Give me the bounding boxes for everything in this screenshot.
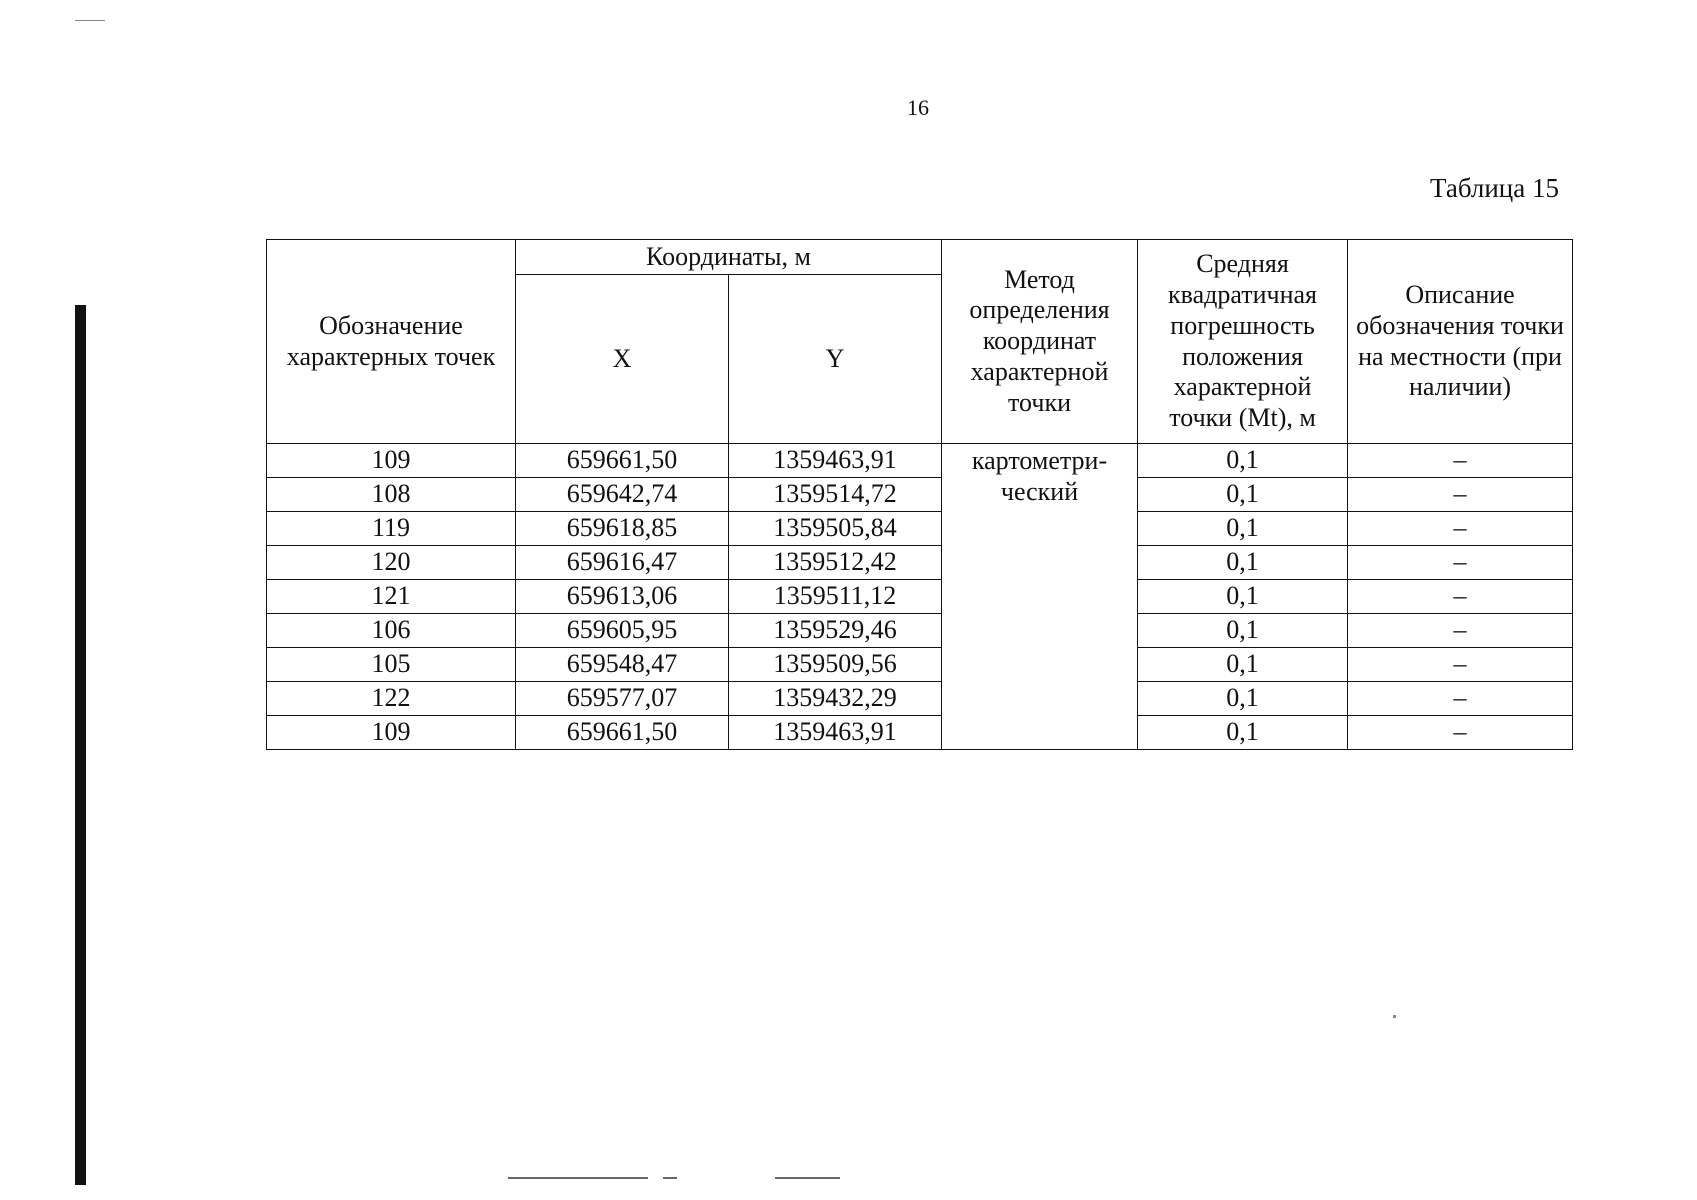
table-row: [267, 546, 1573, 580]
cell-point: 108: [267, 478, 516, 512]
scan-speck: [75, 20, 105, 21]
cell-error: 0,1: [1138, 512, 1348, 546]
cell-x: 659577,07: [516, 682, 729, 716]
cell-y: 1359511,12: [729, 580, 942, 614]
cell-y: 1359514,72: [729, 478, 942, 512]
cell-y: 1359529,46: [729, 614, 942, 648]
cell-description: –: [1348, 478, 1573, 512]
scan-artifact-line: [663, 1177, 677, 1179]
cell-x: 659548,47: [516, 648, 729, 682]
page-number: 16: [907, 95, 929, 120]
binding-edge-shadow: [75, 305, 86, 1185]
cell-point: 109: [267, 444, 516, 478]
cell-point: 122: [267, 682, 516, 716]
cell-y: 1359509,56: [729, 648, 942, 682]
cell-point: 121: [267, 580, 516, 614]
table-row: [267, 478, 1573, 512]
header-description: Описание обозначения точки на местности (при наличии): [1348, 240, 1573, 444]
cell-description: –: [1348, 546, 1573, 580]
table-row: [267, 444, 1573, 478]
table-row: [267, 648, 1573, 682]
scan-artifact-line: [775, 1177, 840, 1179]
header-error: Средняя квадратичная погрешность положения характерной точки (Mt), м: [1138, 240, 1348, 444]
scan-speck: [1393, 1015, 1396, 1018]
cell-error: 0,1: [1138, 614, 1348, 648]
cell-x: 659613,06: [516, 580, 729, 614]
cell-error: 0,1: [1138, 580, 1348, 614]
header-y: Y: [729, 275, 942, 444]
cell-point: 119: [267, 512, 516, 546]
cell-description: –: [1348, 682, 1573, 716]
header-x: X: [516, 275, 729, 444]
cell-description: –: [1348, 444, 1573, 478]
table-row: [267, 580, 1573, 614]
scan-artifact-line: [508, 1177, 648, 1179]
cell-y: 1359463,91: [729, 716, 942, 750]
cell-y: 1359505,84: [729, 512, 942, 546]
cell-x: 659642,74: [516, 478, 729, 512]
cell-point: 105: [267, 648, 516, 682]
cell-error: 0,1: [1138, 648, 1348, 682]
cell-description: –: [1348, 648, 1573, 682]
cell-x: 659616,47: [516, 546, 729, 580]
cell-y: 1359432,29: [729, 682, 942, 716]
cell-x: 659618,85: [516, 512, 729, 546]
cell-error: 0,1: [1138, 546, 1348, 580]
coordinates-table: [266, 239, 1573, 750]
cell-x: 659661,50: [516, 444, 729, 478]
cell-method: картометри-ческий: [942, 444, 1138, 750]
cell-description: –: [1348, 512, 1573, 546]
cell-point: 120: [267, 546, 516, 580]
cell-error: 0,1: [1138, 716, 1348, 750]
cell-description: –: [1348, 614, 1573, 648]
cell-y: 1359512,42: [729, 546, 942, 580]
header-coordinates: Координаты, м: [516, 240, 942, 275]
cell-x: 659661,50: [516, 716, 729, 750]
cell-point: 106: [267, 614, 516, 648]
cell-description: –: [1348, 580, 1573, 614]
table-row: [267, 614, 1573, 648]
header-method: Метод определения координат характерной точки: [942, 240, 1138, 444]
cell-x: 659605,95: [516, 614, 729, 648]
table-row: [267, 682, 1573, 716]
table-caption: Таблица 15: [1430, 173, 1559, 203]
table-row: [267, 512, 1573, 546]
cell-error: 0,1: [1138, 444, 1348, 478]
cell-point: 109: [267, 716, 516, 750]
cell-error: 0,1: [1138, 682, 1348, 716]
cell-y: 1359463,91: [729, 444, 942, 478]
cell-error: 0,1: [1138, 478, 1348, 512]
header-point: Обозначение характерных точек: [267, 240, 516, 444]
cell-description: –: [1348, 716, 1573, 750]
table-row: [267, 716, 1573, 750]
